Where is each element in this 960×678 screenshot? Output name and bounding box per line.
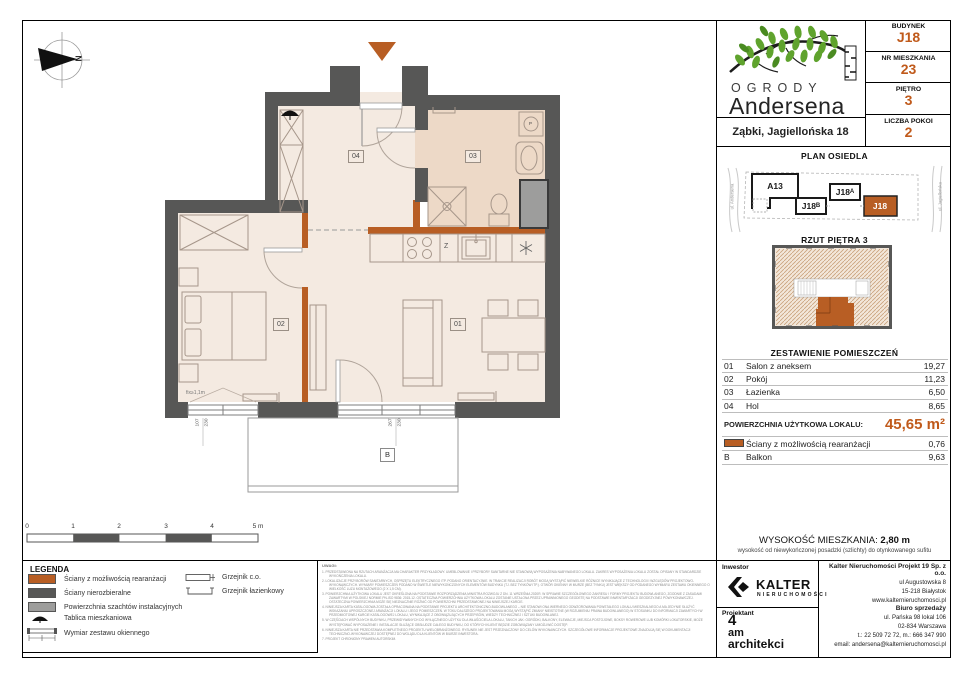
info-building-value: J18 (896, 29, 921, 45)
scale-tick-1: 1 (71, 523, 75, 530)
company-name: Kalter Nieruchomości Projekt 19 Sp. z o.o. (828, 563, 946, 577)
footer-left-divider (716, 607, 818, 608)
legend-bath-radiator-icon (185, 587, 217, 596)
info-building (866, 20, 951, 52)
window2-width-dim: 267 (388, 418, 394, 427)
window1-height-dim: 230 (204, 418, 210, 427)
window1-width-dim: 107 (195, 418, 201, 427)
balcony-label: B (380, 448, 395, 462)
legend-darkgray-swatch (28, 588, 56, 598)
table-row: 03 Łazienka 6,50 (722, 386, 948, 400)
logo-line-ogrody: OGRODY (731, 81, 823, 95)
table-row: 01 Salon z aneksem 19,27 (722, 359, 948, 373)
building-label-j18b: J18 B (801, 201, 821, 211)
kitchen-sink-label: Z (444, 243, 449, 250)
building-label-a13: A13 (767, 181, 783, 191)
height-note: wysokość od niewykończonej posadzki (szlichty) do otynkowanego sufitu (737, 548, 932, 554)
scale-tick-2: 2 (117, 523, 121, 530)
room-label-03: 03 (465, 150, 481, 163)
4am-architekci-logo: 4 am architekci (728, 612, 785, 651)
sales-office-block: Biuro sprzedaży ul. Pańska 98 lokal 106 02-834 Warszawa t.: 22 509 72 72, m.: 666 347 990 email: andersena@kalternieruchomosci.pl (818, 605, 946, 650)
logo-line-andersena: Andersena (729, 93, 845, 119)
kalter-logo-name: KALTER (756, 577, 811, 592)
table-row: 02 Pokój 11,23 (722, 373, 948, 387)
reconfig-walls-row: Ściany z możliwością rearanżacji 0,76 (722, 437, 948, 451)
building-label-j18a: J18 A (835, 187, 855, 197)
room-label-02: 02 (273, 318, 289, 331)
fix-glazing-label: fix≥1,1m (186, 390, 205, 396)
kalter-logo-icon (726, 574, 752, 600)
rooms-table (722, 359, 948, 465)
floor-overview-title: RZUT PIĘTRA 3 (801, 235, 868, 245)
height-value: 2,80 m (880, 535, 910, 546)
legend-window-dim-icon (26, 626, 58, 642)
orange-wall-swatch (724, 439, 744, 447)
company-contact-block: Kalter Nieruchomości Projekt 19 Sp. z o.o. ul Augustowska 8 15-218 Białystok www.kalternieruchomosci.pl (818, 563, 946, 606)
scale-tick-4: 4 (210, 523, 214, 530)
kalter-logo-sub: NIERUCHOMOŚCI (757, 592, 829, 598)
room-label-04: 04 (348, 150, 364, 163)
logo-tree-icon (726, 22, 862, 82)
legend-radiator-icon (185, 573, 217, 582)
rooms-table-title: ZESTAWIENIE POMIESZCZEŃ (770, 348, 899, 358)
scale-tick-0: 0 (25, 523, 29, 530)
note-item: 4. NINIEJSZA KARTA KATALOGOWA ZOSTAŁA OPRACOWANA NA PODSTAWIE PROJEKTU ARCHITEKTONICZNO-BUDOWLANEGO – NIE STANOWI ONA WIERNEGO ODWZOROWANIA POWSTAŁEGO LOKALU MIESZKALNEGO A MA JEDYNIE SŁUŻYĆ WSKAZANIU UPROSZCZONEJ ARANŻACJI LOKALU I JEGO POMIESZCZEŃ. W TOKU DALSZEGO PROJEKTOWANIA MOGĄ WYSTĄPIĆ ZMIANY NIEISTOTNE (W ROZUMIENIU PRAWA BUDOWLANEGO) W STOSUNKU DO INFORMACJI ZAWARTYCH W PRZEDMIOTOWEJ KARCIE KATALOGOWEJ LOKALU, WYNIKAJĄCE Z OBOWIĄZUJĄCYCH PRZEPISÓW, WIEDZY TECHNICZNEJ I SZTUKI BUDOWLANEJ. (322, 605, 703, 618)
note-item: 7. PROJEKT CHRONIONY PRAWEM AUTORSKIM. (322, 636, 397, 641)
legend-info-board-icon (30, 613, 50, 623)
site-plan-title: PLAN OSIEDLA (801, 151, 868, 161)
notes-title: UWAGI: (322, 563, 337, 568)
note-item: 3. POWIERZCHNIA UŻYTKOWA LOKALU JEST OKREŚLONA NA PODSTAWIE ROZPORZĄDZENIA MINISTRA ROZWOJU Z DN. 11 WRZEŚNIA 2020R. W SPRAWIE SZCZEGÓŁOWEGO ZAKRESU I FORMY PROJEKTU BUDOWLANEGO, ZGODNIE Z ZASADAMI ZAWARTYMI W POLSKIEJ NORMIE PN-ISO 9836: 2015-12. OSTATECZNA POWIERZCHNIA UŻYTKOWA LOKALU ZOSTANIE USTALONA PRZEZ UPRAWNIONEGO GEODETĘ NA PODSTAWIE INWENTARYZACJI GEODEZYJNEJ POWYKONAWCZEJ. OSTATECZNA POWIERZCHNIA MOŻE SIĘ NIEZNACZNIE RÓŻNIĆ OD POWIERZCHNI PRZEDSTAWIONEJ NA NINIEJSZEJ KARCIE. (322, 591, 703, 605)
sales-office-title: Biuro sprzedaży (895, 605, 946, 612)
street-label-right: ul. Jagiellońska (937, 182, 943, 211)
street-label-left: ul. Andersena (729, 183, 735, 210)
total-area-row (722, 413, 948, 437)
info-building-label: BUDYNEK (891, 23, 926, 30)
unit-info-column (865, 20, 951, 146)
note-item: 1. PRZEDSTAWIONA NA RZUTACH ARANŻACJA MA CHARAKTER PRZYKŁADOWY. UMEBLOWANIE I PRZYBORY SANITARNE NIE STANOWIĄ WYPOSAŻENIA NABYWANEGO LOKALU. ZAKRES WYPOSAŻENIA LOKALU ZOSTAŁ OPISANY W STANDARDZIE WYKOŃCZENIA LOKALU. (322, 569, 702, 578)
legend-orange-swatch (28, 574, 56, 584)
info-unit-number: NR MIESZKANIA 23 (866, 52, 951, 84)
floor-overview-map (772, 245, 892, 329)
scale-tick-5: 5 m (252, 523, 264, 530)
window2-height-dim: 230 (397, 418, 403, 427)
site-plan-map (722, 162, 950, 234)
info-floor: PIĘTRO 3 (866, 83, 951, 115)
apartment-height: WYSOKOŚĆ MIESZKANIA: 2,80 m wysokość od niewykończonej posadzki (szlichty) do otynkowanego sufitu (718, 535, 951, 554)
total-area-value: 45,65 m² (884, 416, 945, 433)
table-row: 04 Hol 8,65 (722, 400, 948, 414)
note-item: 6. NINIEJSZA KARTA NIE PRZEDSTAWIA KOMPLETNEGO PROJEKTU WIELOBRANŻOWEGO. RYSUNEK NIE JEST PRZEZNACZONY DO CELÓW WYKONAWCZYCH. SZCZEGÓŁOWE INFORMACJE PROJEKTOWE ZNAJDUJĄ SIĘ W DOKUMENTACJI TECHNICZNO-WYKONAWCZEJ DOSTĘPNEJ DO WGLĄDU DLA KLIENTÓW W BIURZE INWESTORA. (322, 627, 691, 636)
header-rule (716, 146, 951, 147)
note-item: 5. W CZĘŚCIACH WSPÓLNYCH BUDYNKU, PRZEWIDYWANYCH DO WYŁĄCZNEGO UŻYTKU DLA WŁAŚCICIELA LOKALU, TAKICH JAK: OGRÓDKI, BALKONY, ELEWACJE, MIEJSCA POSTOJOWE, BOKSY ROWEROWE LUB KOMÓRKI LOKATORSKIE, MOŻE WYSTĘPOWAĆ WYPOSAŻENIE I INSTALACJE SŁUŻĄCE OBSŁUDZE CAŁEGO BUDYNKU, DO KTÓRYCH KLIENT BĘDZIE ZOBOWIĄZANY UMOŻLIWIĆ DOSTĘP. (322, 618, 703, 627)
total-area-label: POWIERZCHNIA UŻYTKOWA LOKALU: (724, 420, 864, 429)
sidebar-divider (716, 20, 717, 658)
legend-gray-swatch (28, 602, 56, 612)
apartment-card-page: N 01 02 03 04 B Z P fix≥1,1m 107 230 267 230 0 1 2 3 4 5 m OGRODY Andersena Ząbki, Jagiellońska 18 BUDYNEK J18 NR MIESZKANIA 23 PIĘTRO 3 LICZBA POKOI 2 PLAN OSIEDLA A13 J18 B J18 A J18 ul. Andersena ul. Jagiellońska RZUT PIĘTRA 3 ZESTAWIENIE POMIESZCZEŃ 01 Salon z aneksem 19,27 02 Pokój 11,23 03 Łazienka 6,50 04 Hol 8,65 POWIERZCHNIA UŻYTKOWA LOKALU: 45,65 m² Ściany z możliwością rearanżacji 0,76 B Balkon 9,63 WYSOKOŚĆ MIESZKANIA: 2,80 m wysokość od niewykończonej posadzki (szlichty) do otynkowanego sufitu Inwestor KALTER NIERUCHOMOŚCI Projektant 4 am architekci Kalter Nieruchomości Projekt 19 Sp. z o.o. ul Augustowska 8 15-218 Białystok www.kalternieruchomosci.pl Biuro sprzedaży ul. Pańska 98 lokal 106 02-834 Warszawa t.: 22 509 72 72, m.: 666 347 990 email: andersena@kalternieruchomosci.pl LEGENDA Ściany z możliwością rearanżacji Ściany nierozbieralne Powierzchnia szachtów instalacyjnych Tablica mieszkaniowa Wymiar zestawu okiennego Grzejnik c.o. Grzejnik łazienkowy UWAGI: 1. PRZEDSTAWIONA NA RZUTACH ARANŻACJA MA CHARAKTER PRZYKŁADOWY. UMEBLOWANIE I PRZYBORY SANITARNE NIE STANOWIĄ WYPOSAŻENIA NABYWANEGO LOKALU. ZAKRES WYPOSAŻENIA LOKALU ZOSTAŁ OPISANY W STANDARDZIE WYKOŃCZENIA LOKALU. 2. LOKALIZACJE PRZYBORÓW SANITARNYCH, OSPRZĘTU ELEKTRYCZNEGO ITP. PODANO ORIENTACYJNIE. W TRAKCIE REALIZACJI ROBÓT MOGĄ WYSTĄPIĆ NIEWIELKIE RÓŻNICE WYNIKAJĄCE Z TECHNOLOGII I WZGLĘDÓW PROJEKTOWO-WYKONAWCZYCH. WYMIARY POMIESZCZEŃ PODANO W ŚWIETLE NIEWYKOŃCZONYCH ELEMENTÓW BUDYNKU (TJ. BEZ TYNKÓW ITP.). OTWÓR OKIENNY W MURZE (BEZ TYNKU) JEST WIĘKSZY OD PODANEGO WYMIARU ZESTAWU OKIENNEGO O WIELKOŚĆ LUZU MONTAŻOWEGO (2 X 1,5 CM). 3. POWIERZCHNIA UŻYTKOWA LOKALU JEST OKREŚLONA NA PODSTAWIE ROZPORZĄDZENIA MINISTRA ROZWOJU Z DN. 11 WRZEŚNIA 2020R. W SPRAWIE SZCZEGÓŁOWEGO ZAKRESU I FORMY PROJEKTU BUDOWLANEGO, ZGODNIE Z ZASADAMI ZAWARTYMI W POLSKIEJ NORMIE PN-ISO 9836: 2015-12. OSTATECZNA POWIERZCHNIA UŻYTKOWA LOKALU ZOSTANIE USTALONA PRZEZ UPRAWNIONEGO GEODETĘ NA PODSTAWIE INWENTARYZACJI GEODEZYJNEJ POWYKONAWCZEJ. OSTATECZNA POWIERZCHNIA MOŻE SIĘ NIEZNACZNIE RÓŻNIĆ OD POWIERZCHNI PRZEDSTAWIONEJ NA NINIEJSZEJ KARCIE. 4. NINIEJSZA KARTA KATALOGOWA ZOSTAŁA OPRACOWANA NA PODSTAWIE PROJEKTU ARCHITEKTONICZNO-BUDOWLANEGO – NIE STANOWI ONA WIERNEGO ODWZOROWANIA POWSTAŁEGO LOKALU MIESZKALNEGO A MA JEDYNIE SŁUŻYĆ WSKAZANIU UPROSZCZONEJ ARANŻACJI LOKALU I JEGO POMIESZCZEŃ. W TOKU DALSZEGO PROJEKTOWANIA MOGĄ WYSTĄPIĆ ZMIANY NIEISTOTNE (W ROZUMIENIU PRAWA BUDOWLANEGO) W STOSUNKU DO INFORMACJI ZAWARTYCH W PRZEDMIOTOWEJ KARCIE KATALOGOWEJ LOKALU, WYNIKAJĄCE Z OBOWIĄZUJĄCYCH PRZEPISÓW, WIEDZY TECHNICZNEJ I SZTUKI BUDOWLANEJ. 5. W CZĘŚCIACH WSPÓLNYCH BUDYNKU, PRZEWIDYWANYCH DO WYŁĄCZNEGO UŻYTKU DLA WŁAŚCICIELA LOKALU, TAKICH JAK: OGRÓDKI, BALKONY, ELEWACJE, MIEJSCA POSTOJOWE, BOKSY ROWEROWE LUB KOMÓRKI LOKATORSKIE, MOŻE WYSTĘPOWAĆ WYPOSAŻENIE I INSTALACJE SŁUŻĄCE OBSŁUDZE CAŁEGO BUDYNKU, DO KTÓRYCH KLIENT BĘDZIE ZOBOWIĄZANY UMOŻLIWIĆ DOSTĘP. 6. NINIEJSZA KARTA NIE PRZEDSTAWIA KOMPLETNEGO PROJEKTU WIELOBRANŻOWEGO. RYSUNEK NIE JEST PRZEZNACZONY DO CELÓW WYKONAWCZYCH. SZCZEGÓŁOWE INFORMACJE PROJEKTOWE ZNAJDUJĄ SIĘ W DOKUMENTACJI TECHNICZNO-WYKONAWCZEJ DOSTĘPNEJ DO WGLĄDU DLA KLIENTÓW W BIURZE INWESTORA. 7. PROJEKT CHRONIONY PRAWEM AUTORSKIM. (0, 0, 960, 678)
legend-title: LEGENDA (30, 565, 70, 574)
notes-block (322, 563, 712, 653)
note-item: 2. LOKALIZACJE PRZYBORÓW SANITARNYCH, OSPRZĘTU ELEKTRYCZNEGO ITP. PODANO ORIENTACYJNIE. W TRAKCIE REALIZACJI ROBÓT MOGĄ WYSTĄPIĆ NIEWIELKIE RÓŻNICE WYNIKAJĄCE Z TECHNOLOGII I WZGLĘDÓW PROJEKTOWO-WYKONAWCZYCH. WYMIARY POMIESZCZEŃ PODANO W ŚWIETLE NIEWYKOŃCZONYCH ELEMENTÓW BUDYNKU (TJ. BEZ TYNKÓW ITP.). OTWÓR OKIENNY W MURZE (BEZ TYNKU) JEST WIĘKSZY OD PODANEGO WYMIARU ZESTAWU OKIENNEGO O WIELKOŚĆ LUZU MONTAŻOWEGO (2 X 1,5 CM). (322, 578, 710, 591)
scale-tick-3: 3 (164, 523, 168, 530)
info-room-count: LICZBA POKOI 2 (884, 117, 933, 140)
balcony-row: B Balkon 9,63 (722, 451, 948, 465)
room-label-01: 01 (450, 318, 466, 331)
designer-label: Projektant (722, 610, 754, 617)
investor-label: Inwestor (722, 564, 749, 571)
project-address: Ząbki, Jagiellońska 18 (716, 117, 865, 146)
compass-north-label: N (74, 55, 84, 62)
washer-label: P (529, 121, 533, 126)
building-label-j18: J18 (872, 201, 888, 211)
